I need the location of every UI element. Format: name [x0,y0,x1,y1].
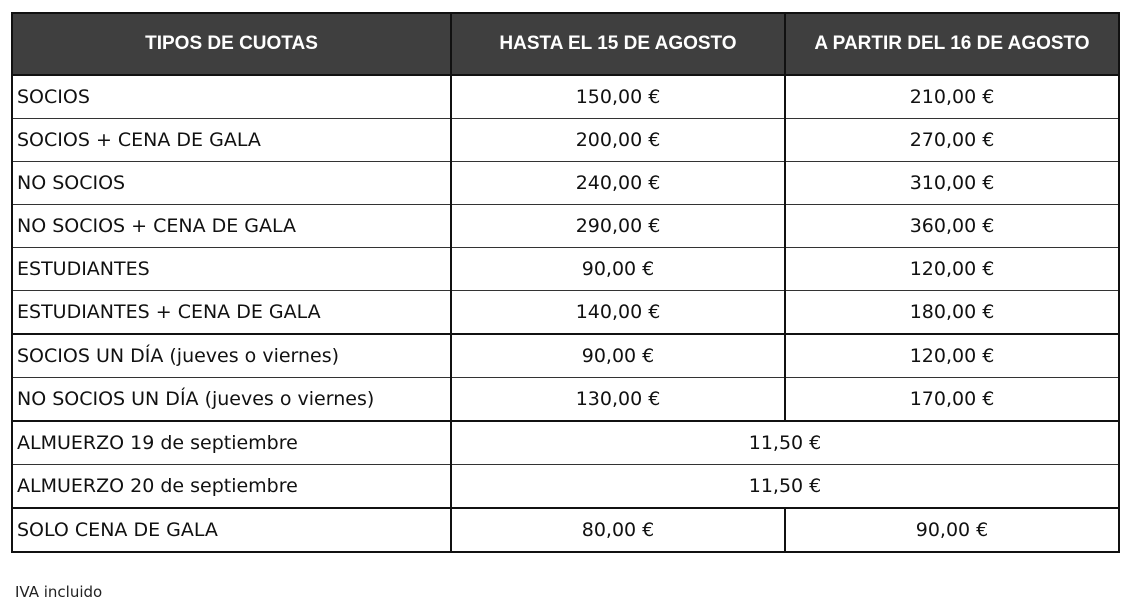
early-price-cell: 290,00 € [451,205,785,248]
early-price-cell: 80,00 € [451,508,785,552]
fee-type-cell: NO SOCIOS UN DÍA (jueves o viernes) [12,378,451,422]
table-row [12,75,1119,119]
early-price-cell: 130,00 € [451,378,785,422]
late-price-cell: 360,00 € [785,205,1119,248]
fee-type-cell: SOCIOS [12,75,451,119]
vat-footnote: IVA incluido [15,583,103,601]
late-price-cell: 120,00 € [785,334,1119,378]
late-price-cell: 120,00 € [785,248,1119,291]
fee-type-cell: SOLO CENA DE GALA [12,508,451,552]
fee-type-cell: NO SOCIOS + CENA DE GALA [12,205,451,248]
table-row [12,378,1119,422]
table-row [12,205,1119,248]
fee-type-cell: ALMUERZO 19 de septiembre [12,421,451,465]
table-row [12,334,1119,378]
table-row [12,119,1119,162]
early-price-cell: 90,00 € [451,248,785,291]
table-row [12,421,1119,465]
header-fee-type: TIPOS DE CUOTAS [12,13,451,75]
fee-type-cell: ESTUDIANTES + CENA DE GALA [12,291,451,335]
fee-type-cell: SOCIOS UN DÍA (jueves o viernes) [12,334,451,378]
late-price-cell: 90,00 € [785,508,1119,552]
fee-type-cell: SOCIOS + CENA DE GALA [12,119,451,162]
early-price-cell: 150,00 € [451,75,785,119]
header-row [12,13,1119,75]
fee-type-cell: ESTUDIANTES [12,248,451,291]
table-row [12,162,1119,205]
fee-type-cell: ALMUERZO 20 de septiembre [12,465,451,509]
fee-type-cell: NO SOCIOS [12,162,451,205]
late-price-cell: 180,00 € [785,291,1119,335]
early-price-cell: 240,00 € [451,162,785,205]
table-row [12,291,1119,335]
header-until-aug-15: HASTA EL 15 DE AGOSTO [451,13,785,75]
fees-table [11,12,1120,553]
header-from-aug-16: A PARTIR DEL 16 DE AGOSTO [785,13,1119,75]
late-price-cell: 270,00 € [785,119,1119,162]
late-price-cell: 310,00 € [785,162,1119,205]
early-price-cell: 200,00 € [451,119,785,162]
late-price-cell: 170,00 € [785,378,1119,422]
late-price-cell: 210,00 € [785,75,1119,119]
table-row [12,508,1119,552]
table-row [12,248,1119,291]
early-price-cell: 140,00 € [451,291,785,335]
single-price-cell: 11,50 € [451,465,1119,509]
early-price-cell: 90,00 € [451,334,785,378]
table-row [12,465,1119,509]
single-price-cell: 11,50 € [451,421,1119,465]
